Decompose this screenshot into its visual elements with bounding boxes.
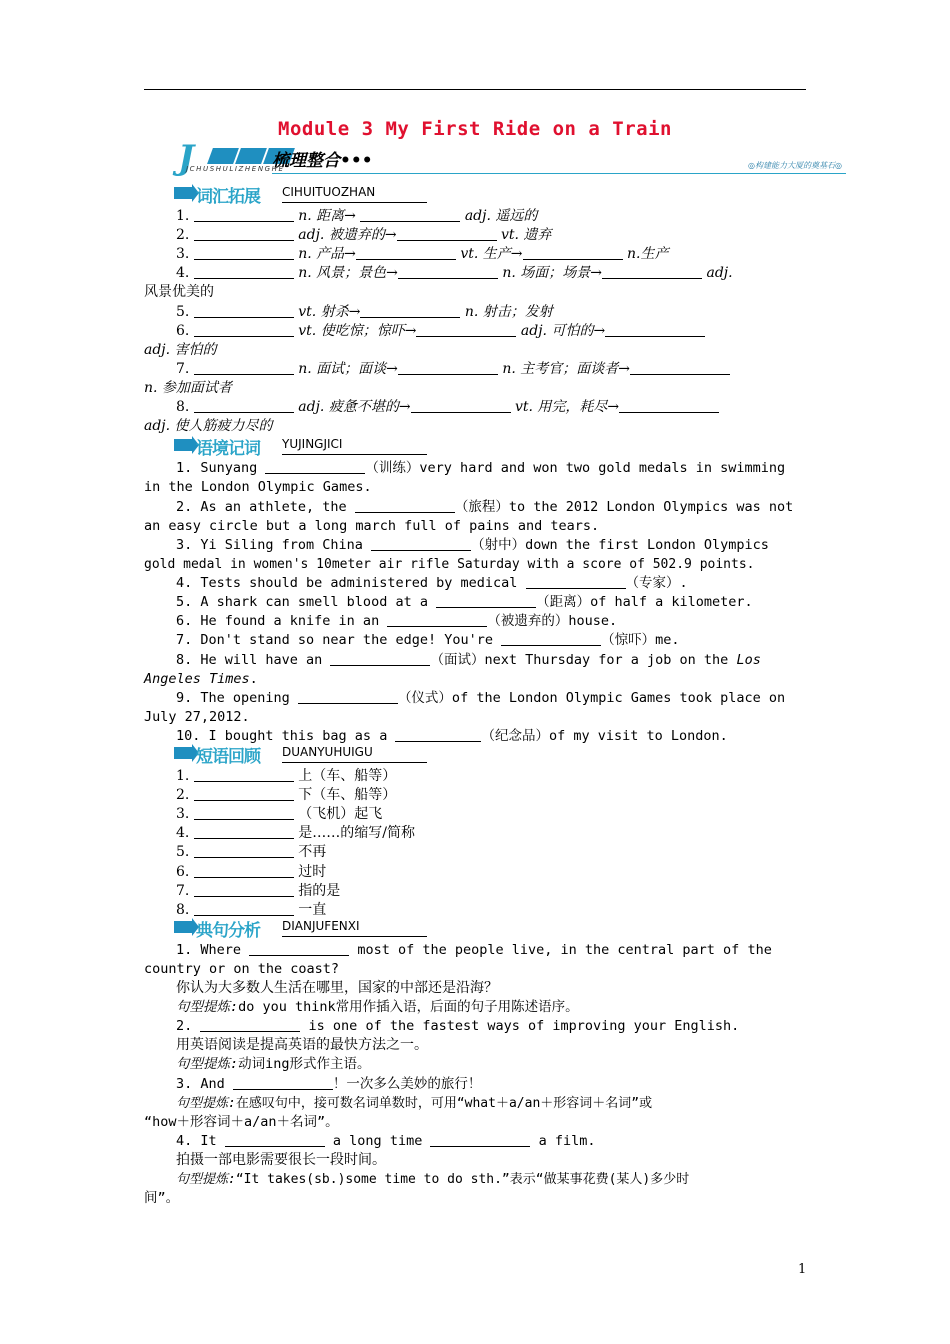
context-item-4: 4. Tests should be administered by medical （专家）. bbox=[176, 575, 688, 591]
section-banner bbox=[176, 140, 846, 178]
phrase-item-8: 8. 一直 bbox=[176, 902, 327, 918]
context-item-7: 7. Don't stand so near the edge! You're （惊吓）me. bbox=[176, 632, 680, 648]
section-context-header: 语境记词 YUJINGJICI bbox=[174, 436, 429, 456]
vocab-item-4-cont: 风景优美的 bbox=[144, 284, 214, 300]
context-item-3: 3. Yi Siling from China （射中）down the first London Olympics bbox=[176, 537, 769, 553]
vocab-item-6: 6. vt. 使吃惊；惊吓→ adj. 可怕的→ bbox=[176, 322, 705, 341]
arrow-icon bbox=[174, 439, 192, 451]
vocab-item-2: 2. adj. 被遗弃的→ vt. 遗弃 bbox=[176, 227, 552, 243]
section-vocab-header: 词汇拓展 CIHUITUOZHAN bbox=[174, 184, 429, 204]
context-item-1: 1. Sunyang （训练）very hard and won two gold medals in swimming bbox=[176, 460, 786, 476]
phrase-item-5: 5. 不再 bbox=[176, 844, 327, 860]
context-item-2: 2. As an athlete, the （旅程）to the 2012 London Olympics was not bbox=[176, 499, 794, 515]
section-phrases-header: 短语回顾 DUANYUHUIGU bbox=[174, 744, 429, 764]
vocab-item-4: 4. n. 风景；景色→ n. 场面；场景→ adj. bbox=[176, 265, 733, 281]
sentence-item-3-note: 句型提炼:在感叹句中，接可数名词单数时，可用“what＋a/an＋形容词＋名词”或 bbox=[176, 1096, 653, 1111]
arrow-icon bbox=[174, 921, 192, 933]
phrase-item-7: 7. 指的是 bbox=[176, 883, 341, 899]
sentence-item-2-translation: 用英语阅读是提高英语的最快方法之一。 bbox=[176, 1037, 428, 1053]
context-item-8: 8. He will have an （面试）next Thursday for a job on the Los bbox=[176, 652, 761, 668]
banner-title: 梳理整合••• bbox=[272, 151, 373, 171]
phrase-item-4: 4. 是……的缩写/简称 bbox=[176, 825, 415, 841]
phrase-item-1: 1. 上（车、船等） bbox=[176, 768, 397, 784]
vocab-item-5: 5. vt. 射杀→ n. 射击；发射 bbox=[176, 304, 553, 320]
arrow-icon bbox=[174, 747, 192, 759]
sentence-item-4-note: 句型提炼:“It takes(sb.)some time to do sth.”表示“做某事花费(某人)多少时 bbox=[176, 1172, 690, 1187]
sentence-item-4-translation: 拍摄一部电影需要很长一段时间。 bbox=[176, 1152, 386, 1168]
context-item-3-cont: gold medal in women's 10meter air rifle Saturday with a score of 502.9 points. bbox=[144, 557, 755, 572]
sentence-item-1-note: 句型提炼:do you think常用作插入语，后面的句子用陈述语序。 bbox=[176, 999, 579, 1015]
vocab-item-1: 1. n. 距离→ adj. 遥远的 bbox=[176, 208, 538, 224]
section-sentences-header: 典句分析 DIANJUFENXI bbox=[174, 918, 429, 938]
context-item-9-cont: July 27,2012. bbox=[144, 709, 250, 725]
sentence-item-3: 3. And ！一次多么美妙的旅行！ bbox=[176, 1076, 482, 1092]
banner-slogan: ◎构建能力大厦的奠基石◎ bbox=[748, 161, 842, 170]
sentence-item-1: 1. Where most of the people live, in the central part of the bbox=[176, 942, 772, 958]
top-rule bbox=[144, 89, 806, 90]
vocab-item-3: 3. n. 产品→ vt. 生产→ n.生产 bbox=[176, 246, 669, 262]
sentence-item-1-translation: 你认为大多数人生活在哪里，国家的中部还是沿海？ bbox=[176, 980, 498, 996]
context-item-10: 10. I bought this bag as a （纪念品）of my visit to London. bbox=[176, 728, 728, 744]
j-logo-icon: J bbox=[178, 138, 195, 178]
phrase-item-6: 6. 过时 bbox=[176, 864, 327, 880]
context-item-9: 9. The opening （仪式）of the London Olympic Games took place on bbox=[176, 690, 786, 706]
vocab-item-8-cont: adj. 使人筋疲力尽的 bbox=[144, 418, 273, 434]
sentence-item-3-note-cont: “how＋形容词＋a/an＋名词”。 bbox=[144, 1114, 339, 1130]
sentence-item-2-note: 句型提炼:动词ing形式作主语。 bbox=[176, 1056, 371, 1072]
context-item-8-cont: Angeles Times. bbox=[144, 671, 258, 687]
sentence-item-4-note-cont: 间”。 bbox=[144, 1190, 180, 1206]
phrase-item-3: 3. （飞机）起飞 bbox=[176, 806, 383, 822]
context-item-5: 5. A shark can smell blood at a （距离）of half a kilometer. bbox=[176, 594, 753, 610]
sentence-item-4: 4. It a long time a film. bbox=[176, 1133, 596, 1149]
banner-subtitle: JCHUSHULIZHENGHE bbox=[186, 165, 285, 173]
page-number: 1 bbox=[798, 1262, 807, 1277]
context-item-2-cont: an easy circle but a long march full of pains and tears. bbox=[144, 518, 600, 534]
sentence-item-2: 2. is one of the fastest ways of improving your English. bbox=[176, 1018, 740, 1034]
arrow-icon bbox=[174, 187, 192, 199]
page-title: Module 3 My First Ride on a Train bbox=[278, 118, 672, 140]
phrase-item-2: 2. 下（车、船等） bbox=[176, 787, 397, 803]
vocab-item-8: 8. adj. 疲惫不堪的→ vt. 用完，耗尽→ bbox=[176, 398, 719, 417]
sentence-item-1-cont: country or on the coast? bbox=[144, 961, 340, 977]
vocab-item-7-cont: n. 参加面试者 bbox=[144, 380, 232, 396]
banner-rule bbox=[272, 173, 846, 174]
vocab-item-6-cont: adj. 害怕的 bbox=[144, 342, 217, 358]
vocab-item-7: 7. n. 面试；面谈→ n. 主考官；面谈者→ bbox=[176, 360, 730, 379]
context-item-1-cont: in the London Olympic Games. bbox=[144, 479, 372, 495]
context-item-6: 6. He found a knife in an （被遗弃的）house. bbox=[176, 613, 618, 629]
